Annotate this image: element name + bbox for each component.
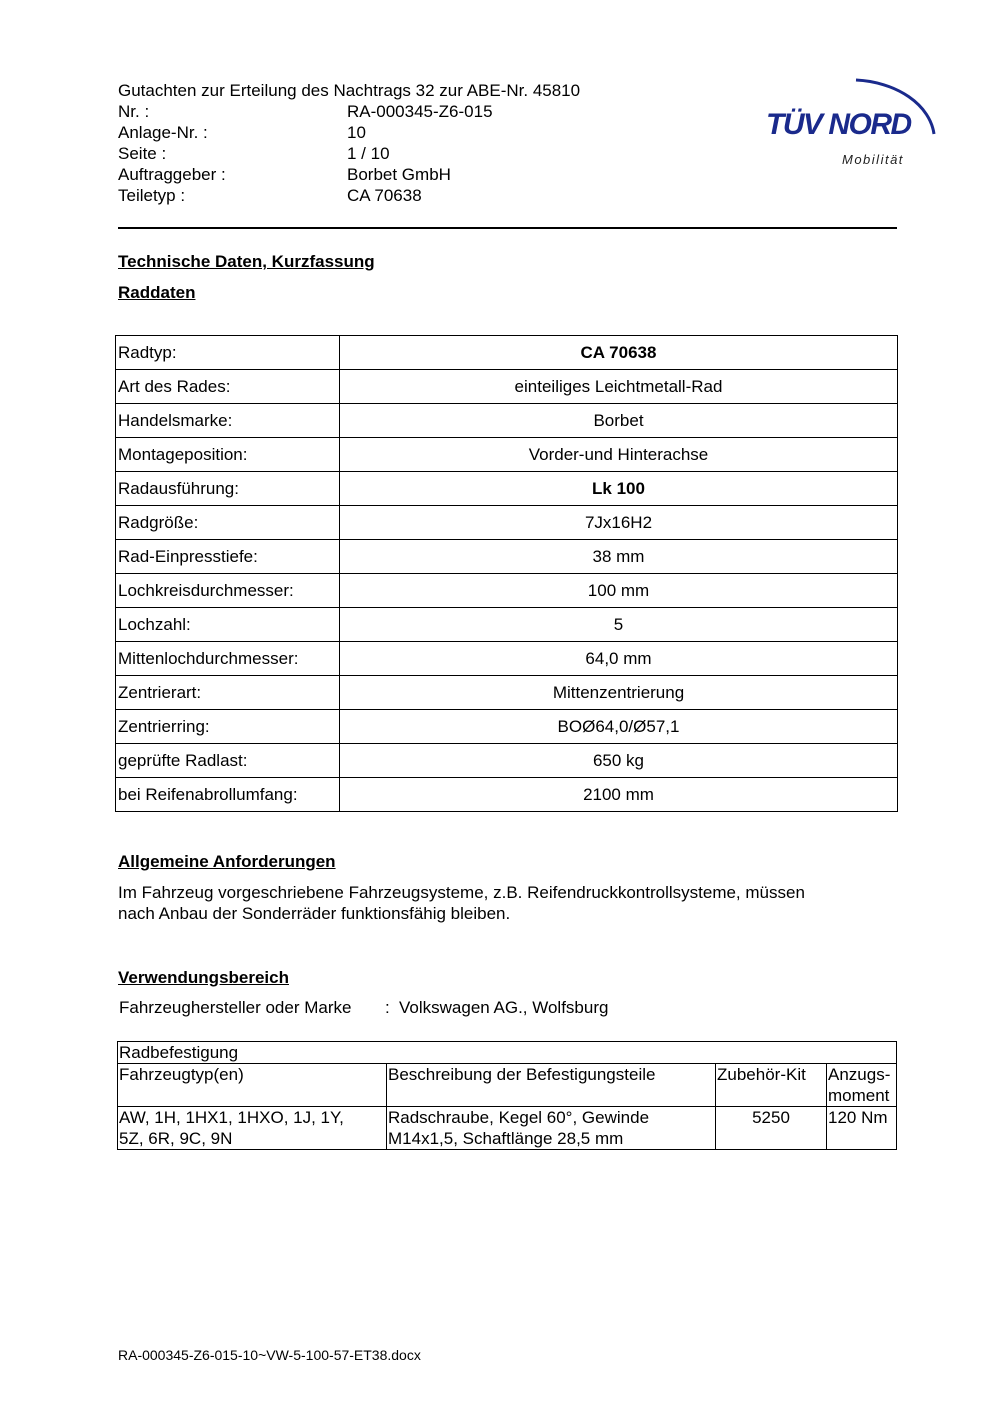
cell-anzugsmoment: 120 Nm	[827, 1107, 897, 1150]
row-label: Lochkreisdurchmesser:	[116, 574, 340, 608]
header-row-nr	[118, 101, 758, 122]
marke-separator: :	[385, 998, 390, 1017]
allgemein-paragraph	[118, 882, 888, 924]
column-header-anzugsmoment	[827, 1064, 897, 1107]
table-title: Radbefestigung	[118, 1042, 897, 1064]
table-row	[116, 404, 898, 438]
row-value: 7Jx16H2	[340, 506, 898, 540]
row-label: Art des Rades:	[116, 370, 340, 404]
row-label: Mittenlochdurchmesser:	[116, 642, 340, 676]
tuv-nord-logo	[762, 56, 947, 176]
marke-value: Volkswagen AG., Wolfsburg	[399, 998, 609, 1017]
row-label: Lochzahl:	[116, 608, 340, 642]
footer-filename: RA-000345-Z6-015-10~VW-5-100-57-ET38.docx	[118, 1347, 421, 1363]
marke-line	[119, 998, 608, 1018]
row-label: bei Reifenabrollumfang:	[116, 778, 340, 812]
row-value: 64,0 mm	[340, 642, 898, 676]
row-label: geprüfte Radlast:	[116, 744, 340, 778]
row-label: Montageposition:	[116, 438, 340, 472]
cell-line: 5Z, 6R, 9C, 9N	[119, 1129, 233, 1148]
row-value: 38 mm	[340, 540, 898, 574]
cell-zubehoer-kit: 5250	[716, 1107, 827, 1150]
table-row	[118, 1107, 897, 1150]
table-header-row	[118, 1064, 897, 1107]
row-label: Zentrierart:	[116, 676, 340, 710]
header-row-auftraggeber	[118, 164, 758, 185]
section-heading-verwendung: Verwendungsbereich	[118, 968, 289, 987]
table-row	[116, 370, 898, 404]
table-title-row	[118, 1042, 897, 1064]
header-key: Seite :	[118, 144, 167, 163]
logo-wordmark: TÜV NORD	[766, 108, 911, 141]
header-row-seite	[118, 143, 758, 164]
section-heading-technische: Technische Daten, Kurzfassung	[118, 252, 375, 271]
header-key: Nr. :	[118, 102, 150, 121]
column-header-beschreibung: Beschreibung der Befestigungsteile	[387, 1064, 716, 1107]
table-row	[116, 744, 898, 778]
logo-subtitle: Mobilität	[842, 152, 904, 167]
row-value: Vorder-und Hinterachse	[340, 438, 898, 472]
table-row	[116, 438, 898, 472]
cell-line: Radschraube, Kegel 60°, Gewinde	[388, 1108, 650, 1127]
table-row	[116, 676, 898, 710]
row-label: Zentrierring:	[116, 710, 340, 744]
row-label: Handelsmarke:	[116, 404, 340, 438]
table-row	[116, 336, 898, 370]
header-value: 10	[347, 123, 366, 142]
table-row	[116, 574, 898, 608]
section-heading-allgemein: Allgemeine Anforderungen	[118, 852, 336, 871]
header-value: RA-000345-Z6-015	[347, 102, 493, 121]
paragraph-line: nach Anbau der Sonderräder funktionsfähig bleiben.	[118, 904, 511, 923]
section-heading-raddaten: Raddaten	[118, 283, 196, 302]
cell-line: M14x1,5, Schaftlänge 28,5 mm	[388, 1129, 624, 1148]
table-row	[116, 642, 898, 676]
header-divider	[118, 227, 897, 229]
column-header-fahrzeugtyp: Fahrzeugtyp(en)	[118, 1064, 387, 1107]
table-row	[116, 710, 898, 744]
row-value: 5	[340, 608, 898, 642]
paragraph-line: Im Fahrzeug vorgeschriebene Fahrzeugsysteme, z.B. Reifendruckkontrollsysteme, müssen	[118, 883, 805, 902]
raddaten-table	[115, 335, 898, 812]
header-value: Borbet GmbH	[347, 165, 451, 184]
row-value: BOØ64,0/Ø57,1	[340, 710, 898, 744]
row-label: Rad-Einpresstiefe:	[116, 540, 340, 574]
row-value: CA 70638	[340, 336, 898, 370]
header-line: moment	[828, 1086, 890, 1105]
document-title: Gutachten zur Erteilung des Nachtrags 32 zur ABE-Nr. 45810	[118, 81, 581, 100]
table-row	[116, 472, 898, 506]
row-value: einteiliges Leichtmetall-Rad	[340, 370, 898, 404]
document-header	[118, 80, 758, 206]
row-value: 650 kg	[340, 744, 898, 778]
row-value: Lk 100	[340, 472, 898, 506]
cell-fahrzeugtyp	[118, 1107, 387, 1150]
header-value: CA 70638	[347, 186, 422, 205]
header-row-anlage	[118, 122, 758, 143]
row-label: Radausführung:	[116, 472, 340, 506]
cell-beschreibung	[387, 1107, 716, 1150]
header-line: Anzugs-	[828, 1065, 891, 1084]
row-value: Borbet	[340, 404, 898, 438]
cell-line: AW, 1H, 1HX1, 1HXO, 1J, 1Y,	[119, 1108, 344, 1127]
row-value: 2100 mm	[340, 778, 898, 812]
header-key: Teiletyp :	[118, 186, 186, 205]
marke-label: Fahrzeughersteller oder Marke	[119, 998, 352, 1017]
header-key: Auftraggeber :	[118, 165, 226, 184]
row-value: Mittenzentrierung	[340, 676, 898, 710]
table-row	[116, 506, 898, 540]
header-row-teiletyp	[118, 185, 758, 206]
header-key: Anlage-Nr. :	[118, 123, 208, 142]
row-value: 100 mm	[340, 574, 898, 608]
row-label: Radgröße:	[116, 506, 340, 540]
table-row	[116, 608, 898, 642]
radbefestigung-table	[117, 1041, 897, 1150]
table-row	[116, 540, 898, 574]
row-label: Radtyp:	[116, 336, 340, 370]
header-value: 1 / 10	[347, 144, 390, 163]
column-header-zubehoer: Zubehör-Kit	[716, 1064, 827, 1107]
table-row	[116, 778, 898, 812]
